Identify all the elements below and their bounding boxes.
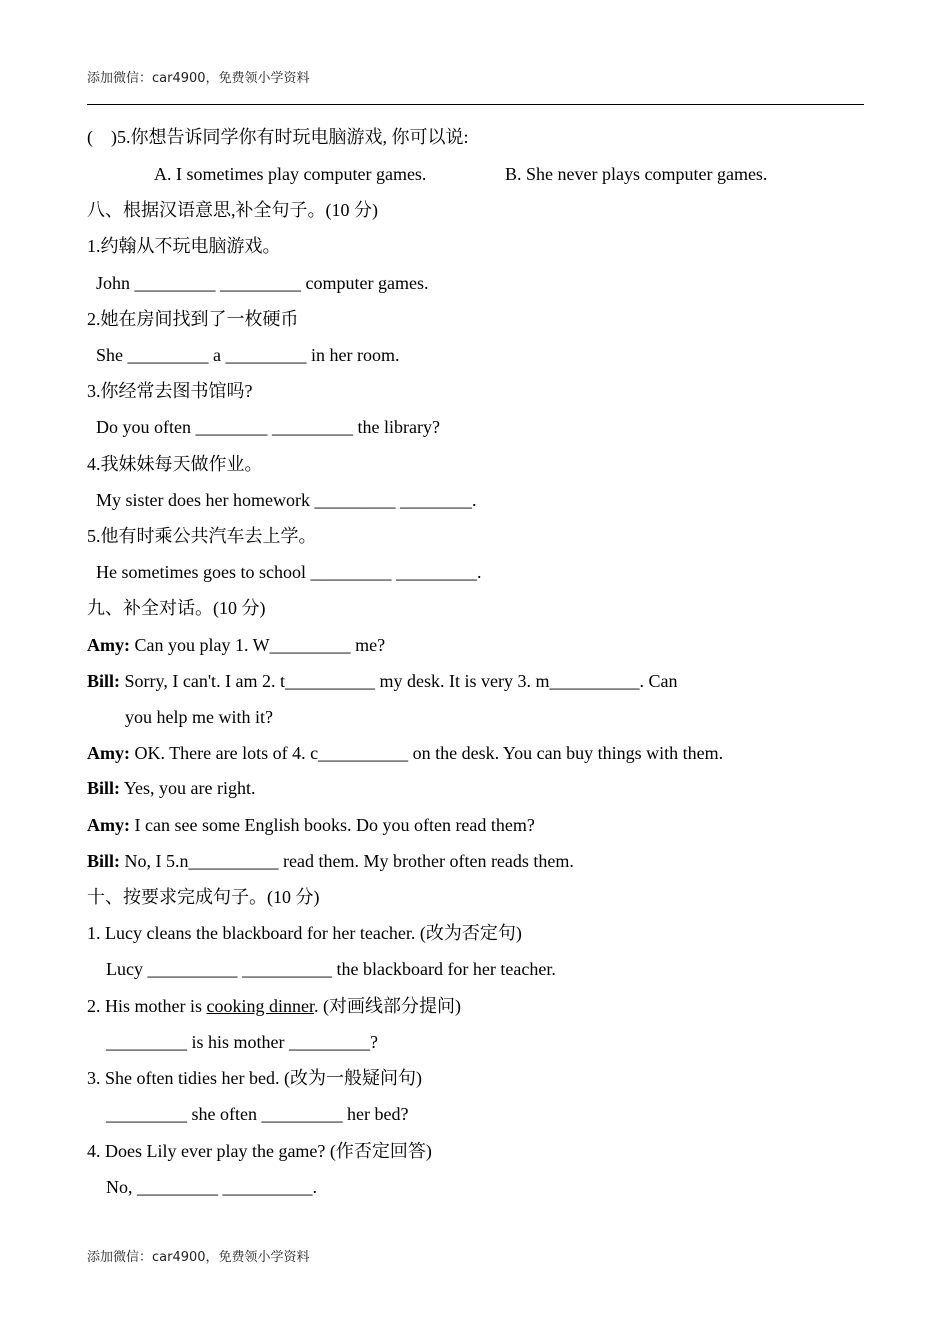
q5-option-b: B. She never plays computer games.	[505, 164, 768, 184]
section10-title: 十、按要求完成句子。(10 分)	[87, 887, 320, 907]
section8-item3-en: Do you often ________ _________ the library?	[96, 417, 440, 437]
q5-stem: ( )5.你想告诉同学你有时玩电脑游戏, 你可以说:	[87, 127, 469, 147]
section8-item5-en: He sometimes goes to school _________ _________.	[96, 562, 482, 582]
section10-q4: 4. Does Lily ever play the game? (作否定回答)	[87, 1141, 432, 1161]
dialogue-line	[87, 742, 723, 764]
section10-a2: _________ is his mother _________?	[106, 1032, 378, 1052]
dialogue-text: Sorry, I can't. I am 2. t__________ my desk. It is very 3. m__________. Can	[120, 671, 678, 691]
speaker-label: Bill:	[87, 851, 121, 871]
q2-suffix: . (对画线部分提问)	[313, 996, 461, 1016]
dialogue-text: OK. There are lots of 4. c__________ on the desk. You can buy things with them.	[130, 743, 724, 763]
speaker-label: Amy:	[87, 815, 130, 835]
page-footer: 添加微信：car4900，免费领小学资料	[87, 1250, 310, 1265]
section8-item1-en: John _________ _________ computer games.	[96, 273, 429, 293]
dialogue-text: I can see some English books. Do you often read them?	[130, 815, 535, 835]
section10-q2	[87, 995, 461, 1017]
section10-q3: 3. She often tidies her bed. (改为一般疑问句)	[87, 1068, 422, 1088]
section8-item4-en: My sister does her homework _________ ________.	[96, 490, 477, 510]
dialogue-text: No, I 5.n__________ read them. My brother often reads them.	[120, 851, 574, 871]
q5-option-a: A. I sometimes play computer games.	[154, 164, 427, 184]
section8-item2-cn: 2.她在房间找到了一枚硬币	[87, 309, 299, 329]
header-rule	[87, 104, 864, 105]
speaker-label: Bill:	[87, 778, 121, 798]
section8-item1-cn: 1.约翰从不玩电脑游戏。	[87, 236, 281, 256]
section8-item2-en: She _________ a _________ in her room.	[96, 345, 400, 365]
dialogue-line	[87, 777, 256, 799]
section8-item4-cn: 4.我妹妹每天做作业。	[87, 454, 263, 474]
q2-prefix: 2. His mother is	[87, 996, 207, 1016]
page-header: 添加微信：car4900，免费领小学资料	[87, 71, 310, 86]
dialogue-line	[87, 670, 678, 692]
section10-a1: Lucy __________ __________ the blackboard for her teacher.	[106, 959, 556, 979]
section10-a4: No, _________ __________.	[106, 1177, 317, 1197]
speaker-label: Amy:	[87, 635, 130, 655]
dialogue-line	[87, 634, 385, 656]
section10-q1: 1. Lucy cleans the blackboard for her teacher. (改为否定句)	[87, 923, 522, 943]
dialogue-text: Yes, you are right.	[120, 778, 256, 798]
speaker-label: Bill:	[87, 671, 121, 691]
q2-underlined-phrase: cooking dinner	[206, 996, 314, 1016]
dialogue-line	[87, 814, 535, 836]
dialogue-line	[87, 850, 574, 872]
section8-title: 八、根据汉语意思,补全句子。(10 分)	[87, 200, 378, 220]
dialogue-text: Can you play 1. W_________ me?	[130, 635, 386, 655]
section10-a3: _________ she often _________ her bed?	[106, 1104, 409, 1124]
dialogue-line-continuation: you help me with it?	[125, 707, 273, 727]
speaker-label: Amy:	[87, 743, 130, 763]
section9-title: 九、补全对话。(10 分)	[87, 598, 266, 618]
section8-item3-cn: 3.你经常去图书馆吗?	[87, 381, 253, 401]
section8-item5-cn: 5.他有时乘公共汽车去上学。	[87, 526, 317, 546]
